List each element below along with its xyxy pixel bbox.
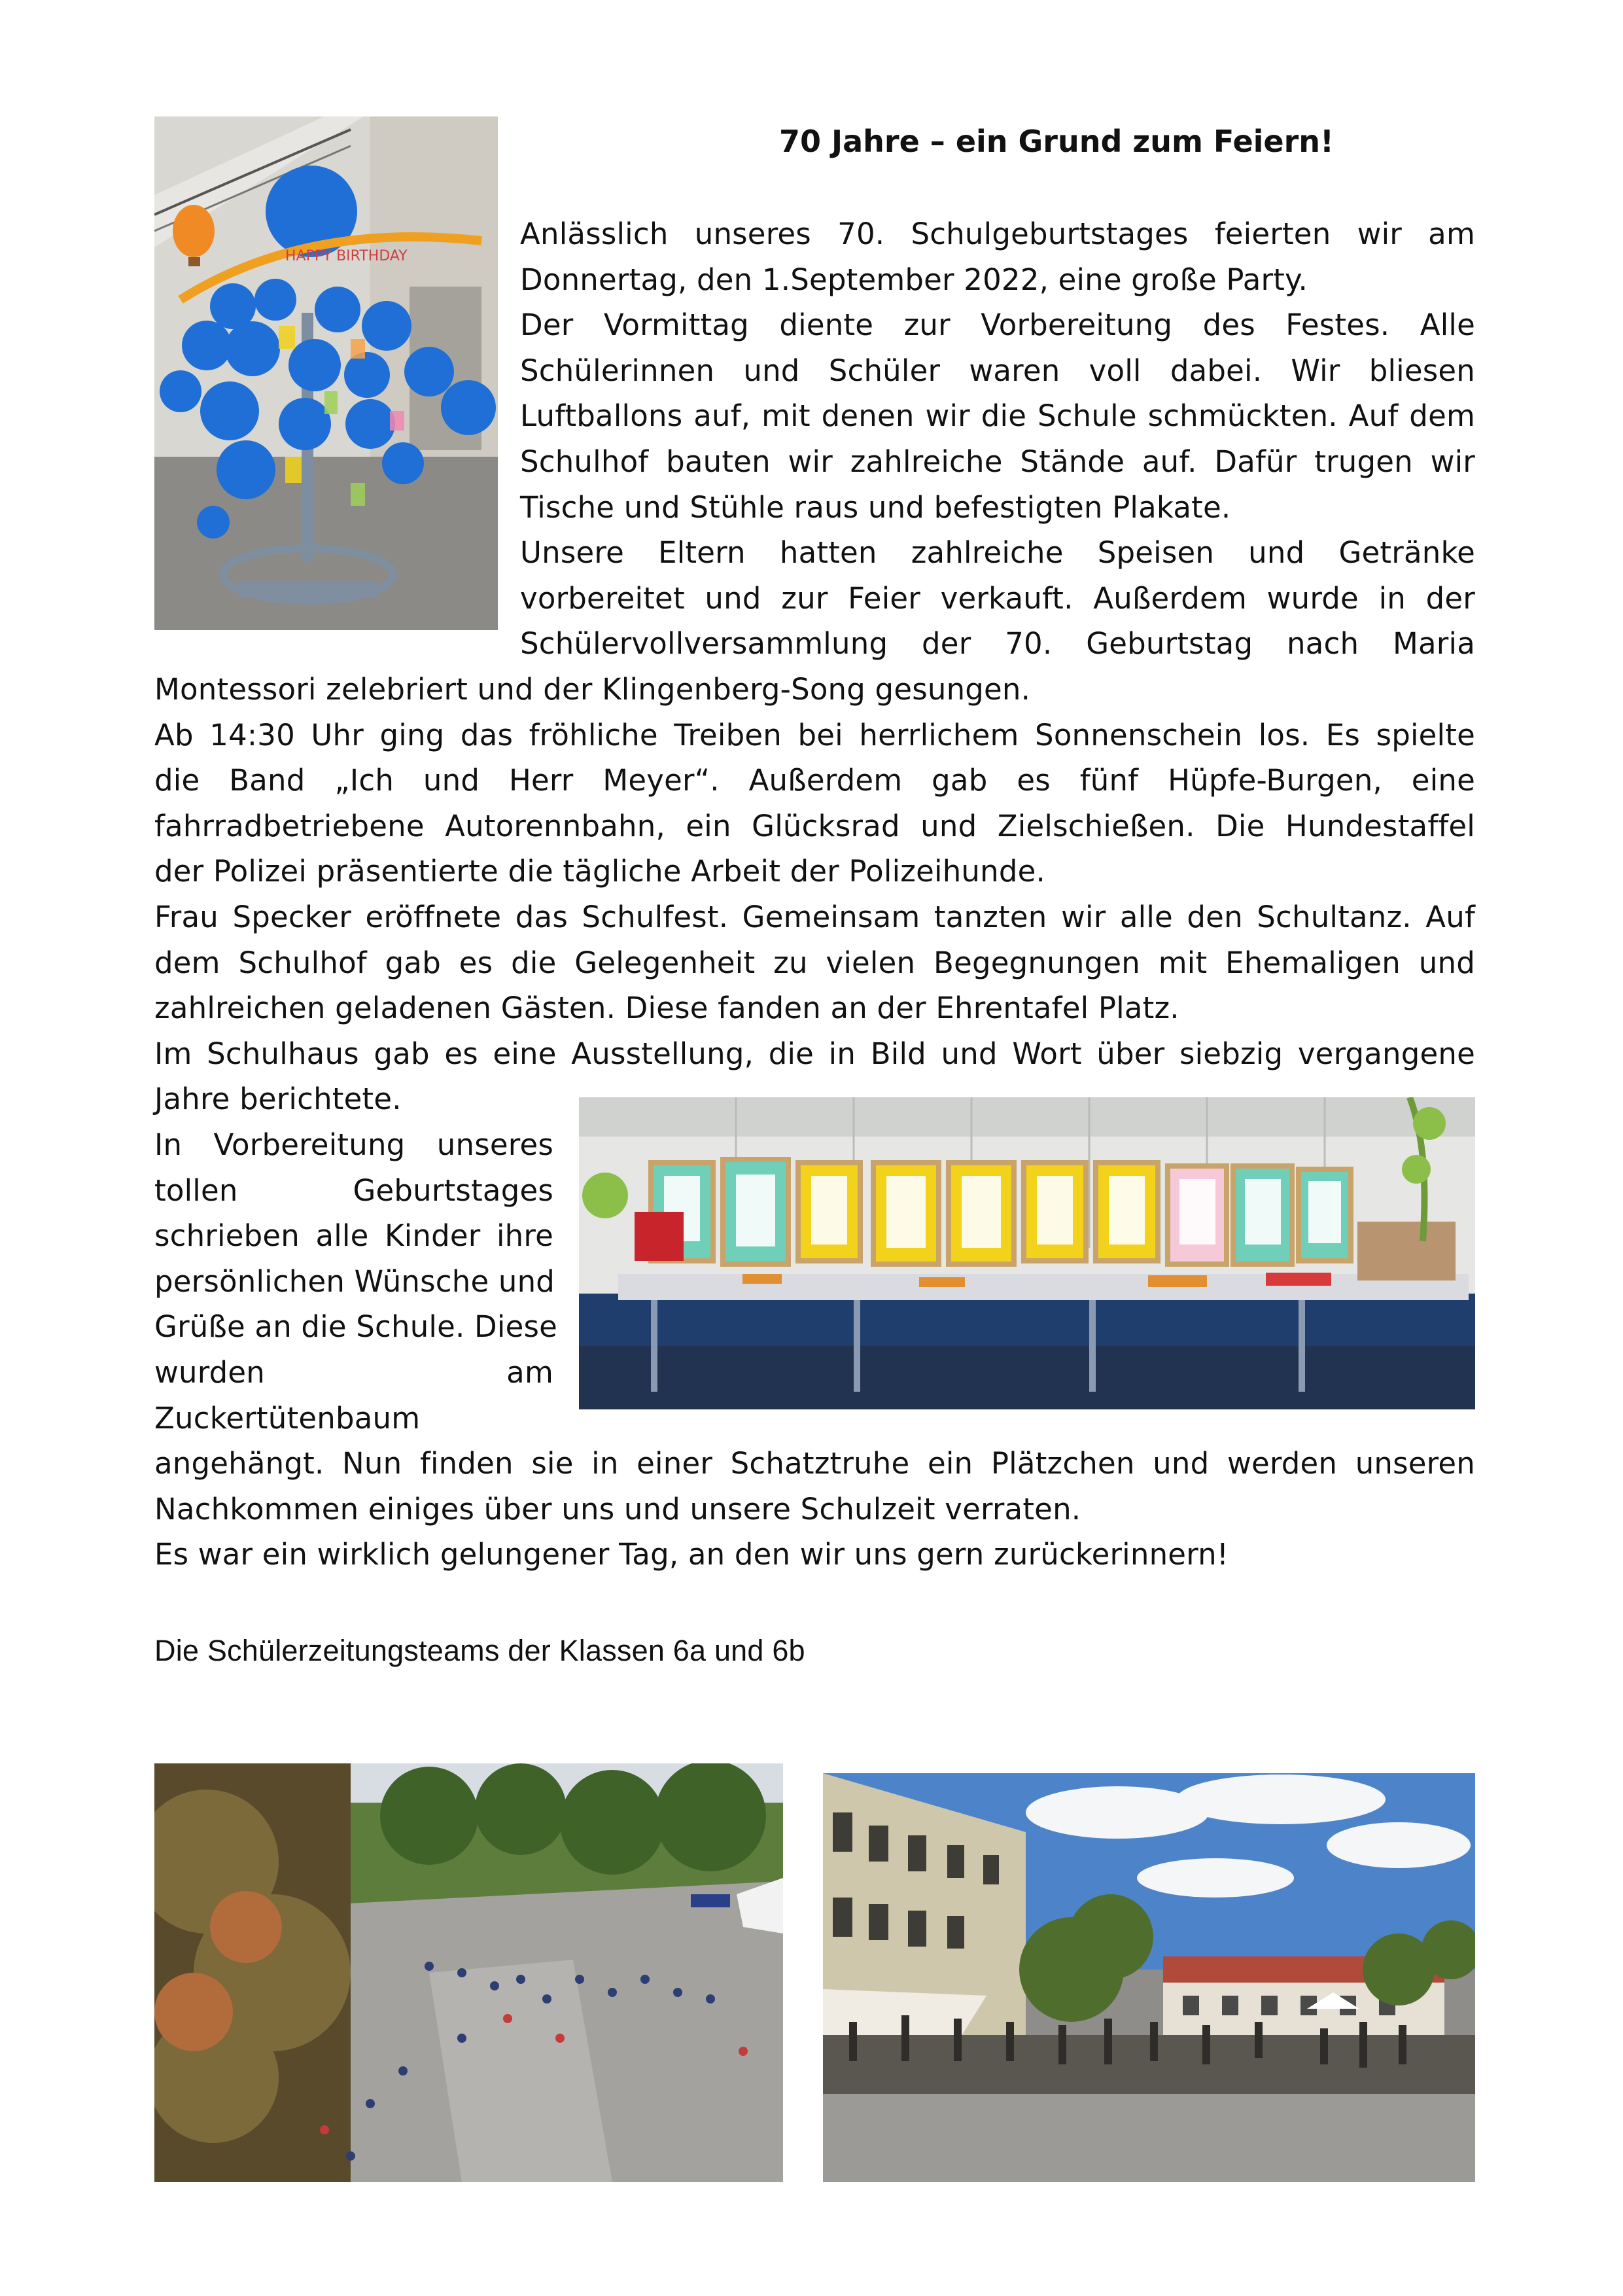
text-line: vorbereitet und zur Feier verkauft. Außerdem wurde in der xyxy=(520,580,1475,616)
text-line: Frau Specker eröffnete das Schulfest. Gemeinsam tanzten wir alle den Schultanz. Auf xyxy=(154,899,1475,934)
text-line: persönlichen Wünsche und xyxy=(154,1263,555,1299)
closing-sentence: Es war ein wirklich gelungener Tag, an den wir uns gern zurückerinnern! xyxy=(154,1537,1229,1572)
text-line: Im Schulhaus gab es eine Ausstellung, die in Bild und Wort über siebzig vergangene xyxy=(154,1036,1475,1071)
text-line: wurden am xyxy=(154,1354,553,1390)
text-line: Tische und Stühle raus und befestigten Plakate. xyxy=(520,489,1231,525)
text-line: angehängt. Nun finden sie in einer Schatztruhe ein Plätzchen und werden unseren xyxy=(154,1446,1475,1481)
intro-text-block xyxy=(520,211,1475,667)
text-line: der Polizei präsentierte die tägliche Arbeit der Polizeihunde. xyxy=(154,854,1046,889)
main-text-block xyxy=(154,667,1475,1122)
text-line: tollen Geburtstages xyxy=(154,1173,553,1208)
text-line: Anlässlich unseres 70. Schulgeburtstages feierten wir am xyxy=(520,217,1475,251)
photo-balloon-tree xyxy=(154,116,498,630)
photo-exhibition xyxy=(579,1097,1475,1409)
text-line: die Band „Ich und Herr Meyer“. Außerdem gab es fünf Hüpfe-Burgen, eine xyxy=(154,763,1475,798)
birthday-banner-text: HAPPY BIRTHDAY xyxy=(285,248,408,264)
article-title: 70 Jahre – ein Grund zum Feiern! xyxy=(778,124,1335,159)
closing-text-block xyxy=(154,1441,1475,1578)
narrow-text-block xyxy=(154,1122,557,1441)
photo-schoolyard-overview xyxy=(154,1763,783,2182)
photo-courtyard-building xyxy=(823,1773,1475,2182)
text-line: Zuckertütenbaum xyxy=(154,1400,421,1436)
text-line: Montessori zelebriert und der Klingenberg-Song gesungen. xyxy=(154,672,1031,707)
text-line: Ab 14:30 Uhr ging das fröhliche Treiben bei herrlichem Sonnenschein los. Es spielte xyxy=(154,717,1475,752)
text-line: Donnertag, den 1.September 2022, eine große Party. xyxy=(520,262,1308,297)
text-line: Der Vormittag diente zur Vorbereitung des Festes. Alle xyxy=(520,308,1475,343)
text-line: Nachkommen einiges über uns und unsere Schulzeit verraten. xyxy=(154,1491,1081,1527)
text-line: Grüße an die Schule. Diese xyxy=(154,1309,557,1345)
text-line: schrieben alle Kinder ihre xyxy=(154,1218,553,1254)
text-line: Luftballons auf, mit denen wir die Schule schmückten. Auf dem xyxy=(520,398,1475,434)
text-line: In Vorbereitung unseres xyxy=(154,1127,553,1162)
text-line: Unsere Eltern hatten zahlreiche Speisen und Getränke xyxy=(520,535,1475,571)
text-line: zahlreichen geladenen Gästen. Diese fanden an der Ehrentafel Platz. xyxy=(154,991,1179,1026)
text-line: Jahre berichtete. xyxy=(154,1082,402,1117)
text-line: dem Schulhof gab es die Gelegenheit zu vielen Begegnungen mit Ehemaligen und xyxy=(154,945,1475,980)
signature-text: Die Schülerzeitungsteams der Klassen 6a und 6b xyxy=(154,1634,805,1667)
text-line: Schülerinnen und Schüler waren voll dabei. Wir bliesen xyxy=(520,353,1475,388)
text-line: fahrradbetriebene Autorennbahn, ein Glücksrad und Zielschießen. Die Hundestaffel xyxy=(154,808,1475,843)
signature xyxy=(154,1628,1475,1674)
text-line: Schulhof bauten wir zahlreiche Stände auf. Dafür trugen wir xyxy=(520,444,1475,479)
text-line: Schülervollversammlung der 70. Geburtstag nach Maria xyxy=(520,626,1475,662)
